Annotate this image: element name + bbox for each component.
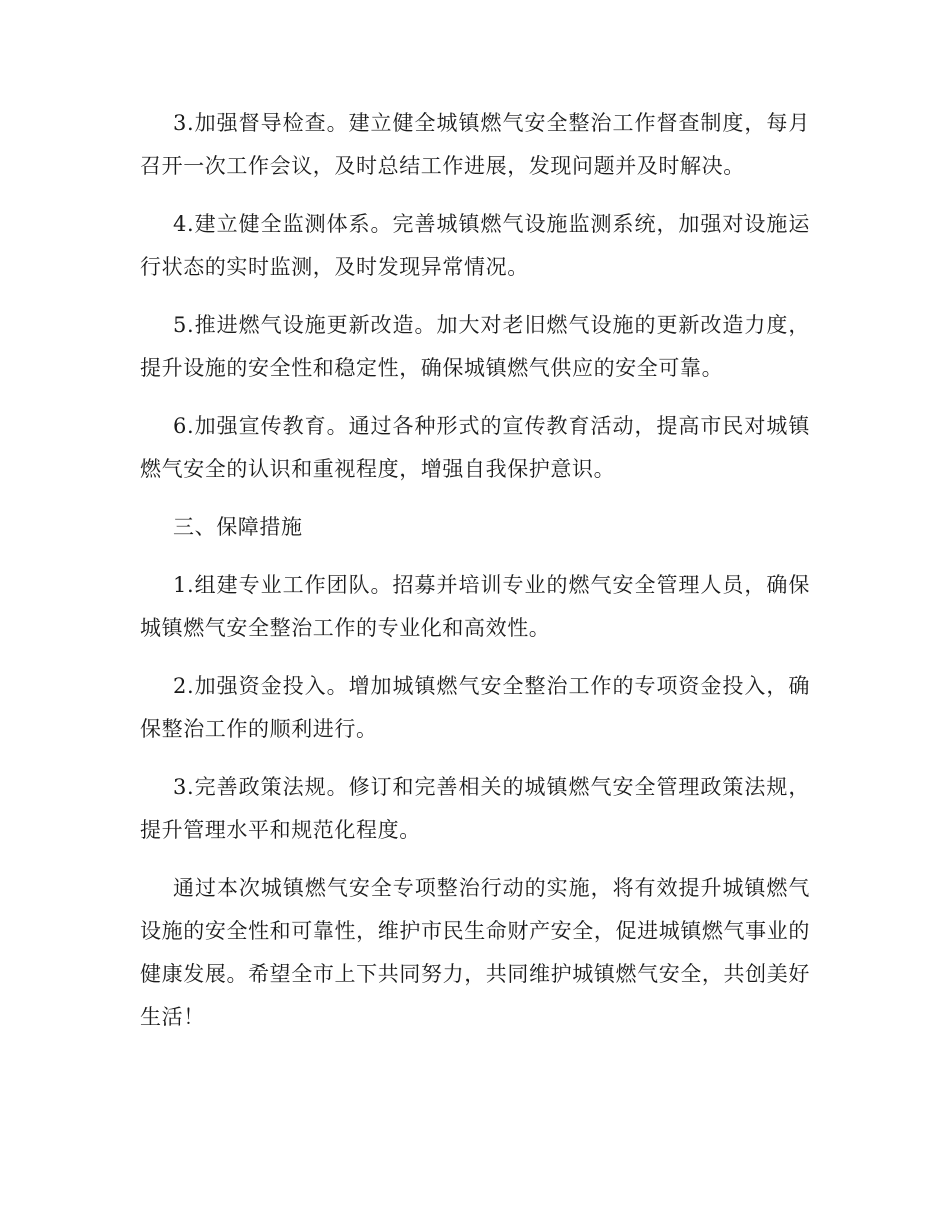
paragraph-monitoring: 4.建立健全监测体系。完善城镇燃气设施监测系统，加强对设施运行状态的实时监测，及时发现异常情况。	[140, 212, 810, 279]
paragraph-team: 1.组建专业工作团队。招募并培训专业的燃气安全管理人员，确保城镇燃气安全整治工作的专业化和高效性。	[140, 573, 810, 640]
paragraph-policy: 3.完善政策法规。修订和完善相关的城镇燃气安全管理政策法规，提升管理水平和规范化程度。	[140, 775, 810, 842]
paragraph-conclusion: 通过本次城镇燃气安全专项整治行动的实施，将有效提升城镇燃气设施的安全性和可靠性，维护市民生命财产安全，促进城镇燃气事业的健康发展。希望全市上下共同努力，共同维护城镇燃气安全，共创美好生活！	[140, 876, 810, 1029]
document-body	[140, 102, 810, 1054]
section-heading-safeguards: 三、保障措施	[173, 515, 303, 539]
paragraph-facility-renewal: 5.推进燃气设施更新改造。加大对老旧燃气设施的更新改造力度，提升设施的安全性和稳定性，确保城镇燃气供应的安全可靠。	[140, 313, 810, 380]
paragraph-supervision: 3.加强督导检查。建立健全城镇燃气安全整治工作督查制度，每月召开一次工作会议，及时总结工作进展，发现问题并及时解决。	[140, 111, 810, 178]
paragraph-funding: 2.加强资金投入。增加城镇燃气安全整治工作的专项资金投入，确保整治工作的顺利进行。	[140, 674, 810, 741]
paragraph-publicity: 6.加强宣传教育。通过各种形式的宣传教育活动，提高市民对城镇燃气安全的认识和重视程度，增强自我保护意识。	[140, 414, 810, 481]
